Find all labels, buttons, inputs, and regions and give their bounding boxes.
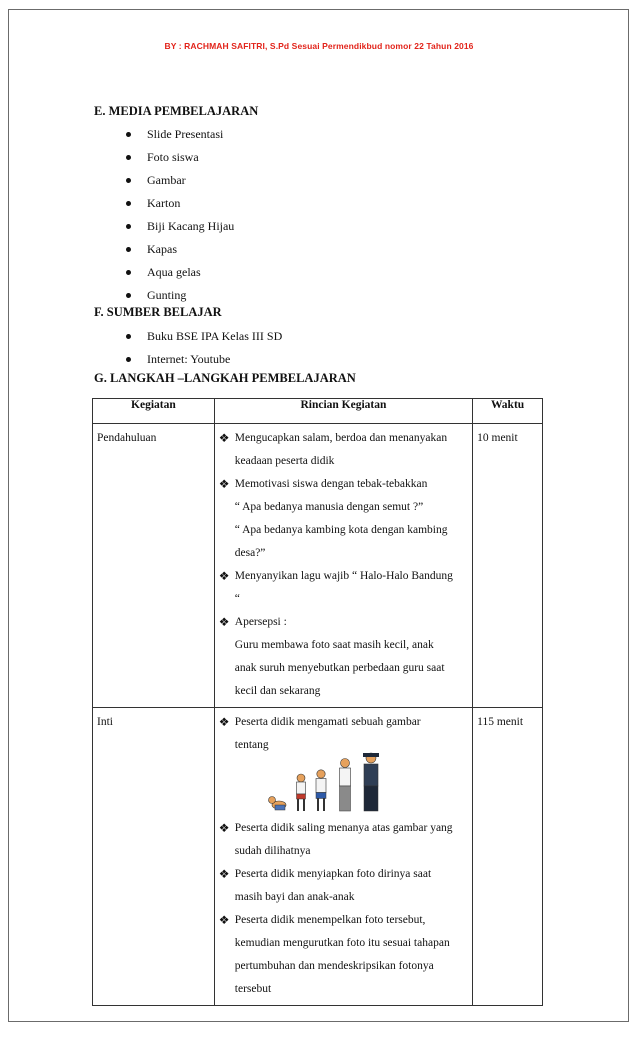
human-growth-figure <box>267 739 417 817</box>
bullet-icon <box>126 155 131 160</box>
growth-stages-illustration <box>219 757 468 817</box>
section-e-title: E. MEDIA PEMBELAJARAN <box>94 104 259 118</box>
waktu-cell: 115 menit <box>473 708 543 1006</box>
activity-item: ❖ Menyanyikan lagu wajib “ Halo-Halo Bandung “ <box>219 565 468 611</box>
list-item: Buku BSE IPA Kelas III SD <box>147 328 282 351</box>
activity-item: ❖ Apersepsi : Guru membawa foto saat masih kecil, anak anak suruh menyebutkan perbedaan guru saat kecil dan sekarang <box>219 611 468 703</box>
child-figure-2 <box>316 770 326 811</box>
list-item: Biji Kacang Hijau <box>147 218 234 241</box>
lesson-steps-table <box>92 398 543 1006</box>
child-figure-1 <box>296 774 305 811</box>
bullet-icon <box>126 132 131 137</box>
bullet-icon <box>126 224 131 229</box>
table-row <box>93 424 543 708</box>
sumber-list <box>147 328 282 374</box>
diamond-bullet-icon: ❖ <box>218 477 230 491</box>
bullet-icon <box>126 201 131 206</box>
table-header-row <box>93 399 543 424</box>
baby-figure <box>268 797 286 811</box>
table-row <box>93 708 543 1006</box>
column-header: Rincian Kegiatan <box>214 399 472 424</box>
activity-item: ❖ Peserta didik menyiapkan foto dirinya saat masih bayi dan anak-anak <box>219 863 468 909</box>
activity-item: ❖ Memotivasi siswa dengan tebak-tebakkan “ Apa bedanya manusia dengan semut ?” “ Apa bedanya kambing kota dengan kambing desa?” <box>219 473 468 565</box>
column-header: Kegiatan <box>93 399 215 424</box>
bullet-icon <box>126 178 131 183</box>
rincian-cell <box>214 424 472 708</box>
page-header: BY : RACHMAH SAFITRI, S.Pd Sesuai Permendikbud nomor 22 Tahun 2016 <box>164 41 474 51</box>
activity-item: ❖ Peserta didik mengamati sebuah gambar tentang <box>219 711 468 757</box>
section-g-title: G. LANGKAH –LANGKAH PEMBELAJARAN <box>94 371 356 385</box>
list-item: Gunting <box>147 287 234 310</box>
diamond-bullet-icon: ❖ <box>218 615 230 629</box>
diamond-bullet-icon: ❖ <box>218 431 230 445</box>
section-f-title: F. SUMBER BELAJAR <box>94 305 222 319</box>
diamond-bullet-icon: ❖ <box>218 821 230 835</box>
bullet-icon <box>126 270 131 275</box>
media-list <box>147 126 234 310</box>
list-item: Slide Presentasi <box>147 126 234 149</box>
list-item: Karton <box>147 195 234 218</box>
waktu-cell: 10 menit <box>473 424 543 708</box>
list-item: Internet: Youtube <box>147 351 282 374</box>
list-item: Kapas <box>147 241 234 264</box>
bullet-icon <box>126 334 131 339</box>
activity-item: ❖ Peserta didik saling menanya atas gambar yang sudah dilihatnya <box>219 817 468 863</box>
adult-figure <box>363 753 379 811</box>
diamond-bullet-icon: ❖ <box>218 913 230 927</box>
activity-item: ❖ Peserta didik menempelkan foto tersebut, kemudian mengurutkan foto itu sesuai tahapan pertumbuhan dan mendeskripsikan fotonya tersebut <box>219 909 468 1001</box>
diamond-bullet-icon: ❖ <box>218 867 230 881</box>
list-item: Aqua gelas <box>147 264 234 287</box>
rincian-cell <box>214 708 472 1006</box>
column-header: Waktu <box>473 399 543 424</box>
kegiatan-cell: Inti <box>93 708 215 1006</box>
bullet-icon <box>126 247 131 252</box>
bullet-icon <box>126 357 131 362</box>
teen-figure <box>339 759 350 812</box>
diamond-bullet-icon: ❖ <box>218 715 230 729</box>
diamond-bullet-icon: ❖ <box>218 569 230 583</box>
bullet-icon <box>126 293 131 298</box>
list-item: Foto siswa <box>147 149 234 172</box>
activity-item: ❖ Mengucapkan salam, berdoa dan menanyakan keadaan peserta didik <box>219 427 468 473</box>
list-item: Gambar <box>147 172 234 195</box>
kegiatan-cell: Pendahuluan <box>93 424 215 708</box>
